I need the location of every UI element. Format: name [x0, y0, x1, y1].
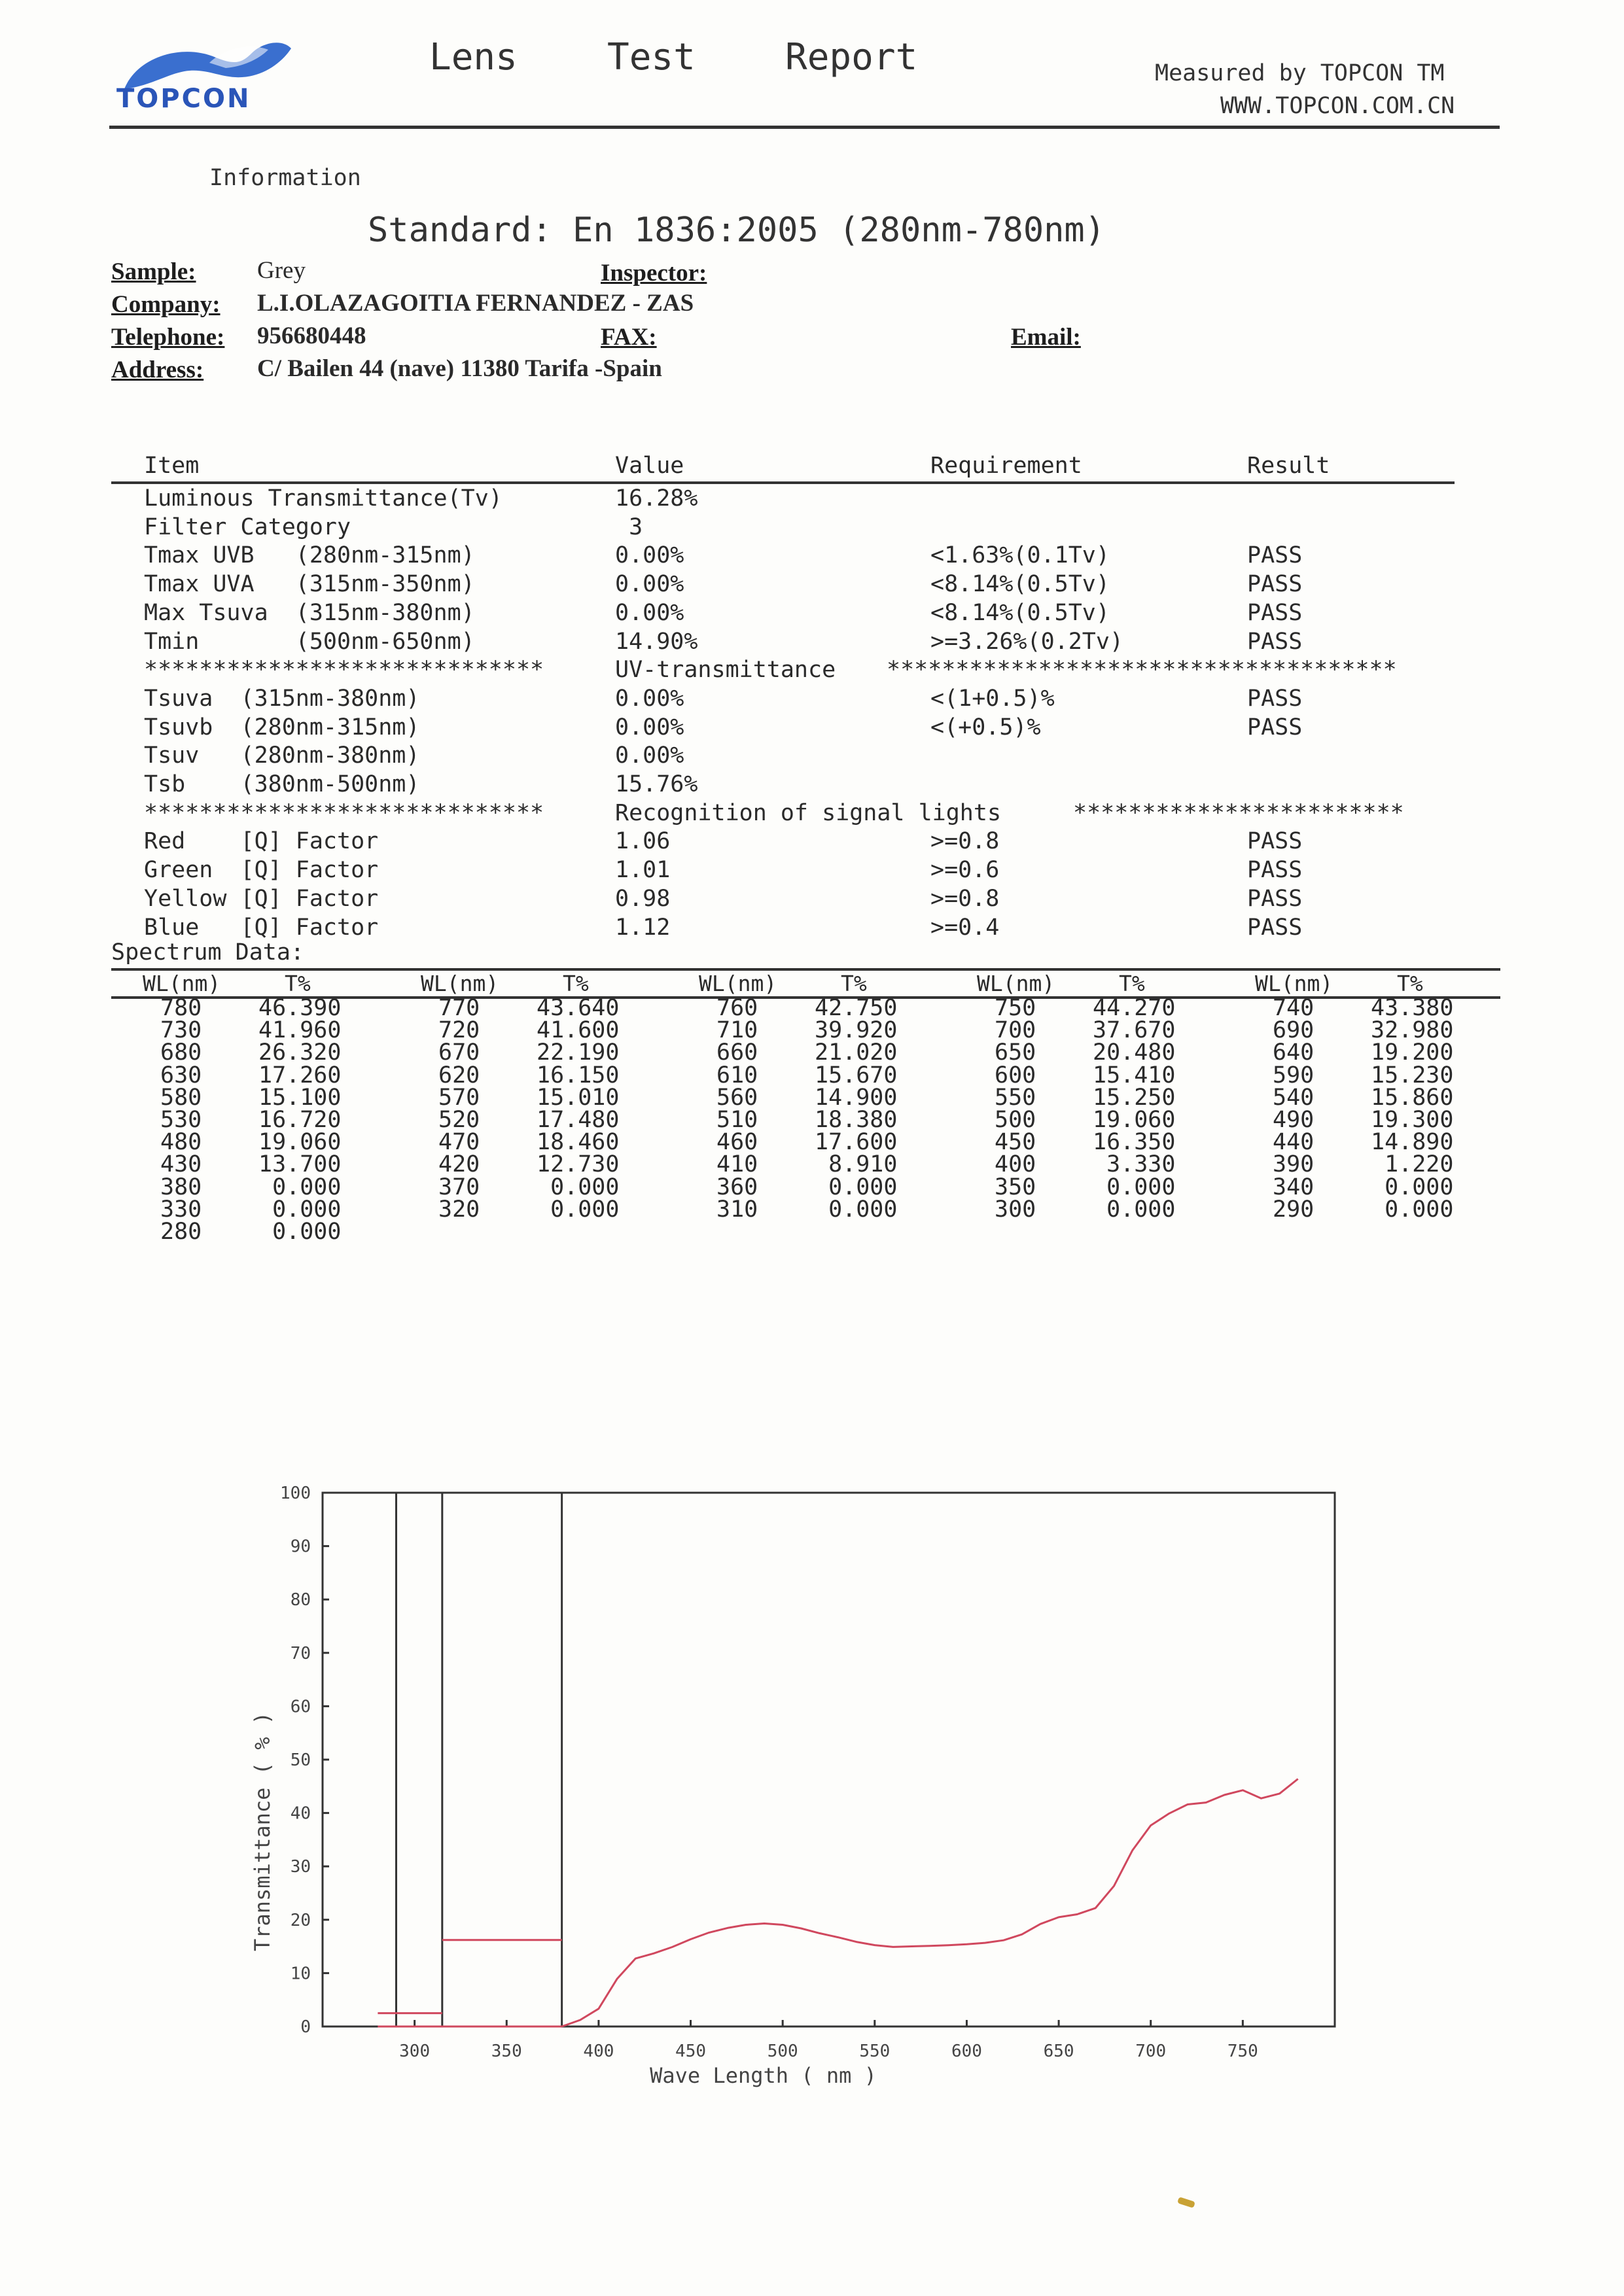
spectrum-wl-cell: 290	[1273, 1196, 1315, 1223]
spectrum-t-cell: 0.000	[1371, 1174, 1454, 1200]
spectrum-t-cell: 0.000	[815, 1174, 898, 1200]
result-status: PASS	[1247, 914, 1303, 941]
spectrum-wl-cell: 440	[1273, 1129, 1315, 1156]
spectrum-t-cell: 17.260	[258, 1062, 342, 1088]
spectrum-t-cell: 8.910	[815, 1151, 898, 1178]
spectrum-wl-cell: 390	[1273, 1151, 1315, 1178]
y-tick-label: 80	[290, 1590, 311, 1610]
x-tick-label: 600	[951, 2042, 982, 2061]
result-status: PASS	[1247, 542, 1303, 568]
y-tick-label: 10	[290, 1964, 311, 1984]
spectrum-t-cell: 19.200	[1371, 1039, 1454, 1066]
spectrum-wl-cell: 350	[995, 1174, 1036, 1200]
spectrum-wl-cell: 560	[716, 1084, 758, 1111]
spectrum-wl-cell: 380	[160, 1174, 202, 1200]
spectrum-wl-cell: 530	[160, 1107, 202, 1133]
x-tick-label: 650	[1043, 2042, 1074, 2061]
result-status: PASS	[1247, 886, 1303, 912]
result-requirement: ************************	[1073, 800, 1404, 826]
spectrum-wl-cell: 670	[438, 1039, 480, 1066]
spectrum-t-cell: 16.350	[1093, 1129, 1176, 1156]
result-item: Tmax UVA (315nm-350nm)	[144, 571, 475, 597]
result-status: PASS	[1247, 828, 1303, 854]
spectrum-wl-cell: 330	[160, 1196, 202, 1223]
x-tick-label: 350	[491, 2042, 522, 2061]
result-value: 15.76%	[615, 771, 698, 797]
y-tick-label: 0	[300, 2017, 311, 2037]
result-item: Tsuvb (280nm-315nm)	[144, 714, 420, 740]
spectrum-wl-cell: 590	[1273, 1062, 1315, 1088]
spectrum-t-cell: 12.730	[537, 1151, 620, 1178]
spectrum-t-cell: 18.460	[537, 1129, 620, 1156]
spectrum-t-cell: 46.390	[258, 995, 342, 1021]
result-requirement: >=0.6	[930, 857, 1000, 883]
spectrum-t-cell: 0.000	[258, 1174, 342, 1200]
spectrum-t-cell: 0.000	[537, 1196, 620, 1223]
website: WWW.TOPCON.COM.CN	[1220, 93, 1455, 119]
result-status: PASS	[1247, 714, 1303, 740]
telephone-value: 956680448	[257, 322, 366, 349]
spectrum-t-cell: 0.000	[1371, 1196, 1454, 1223]
spectrum-t-cell: 17.600	[815, 1129, 898, 1156]
spectrum-wl-cell: 420	[438, 1151, 480, 1178]
spectrum-wl-cell: 690	[1273, 1017, 1315, 1044]
spectrum-t-cell: 15.010	[537, 1084, 620, 1111]
spectrum-t-cell: 15.250	[1093, 1084, 1176, 1111]
spectrum-wl-cell: 740	[1273, 995, 1315, 1021]
information-heading: Information	[209, 165, 361, 191]
spectrum-t-cell: 19.060	[1093, 1107, 1176, 1133]
result-value: 0.00%	[615, 542, 684, 568]
spectrum-col-wl-header: WL(nm)	[699, 971, 777, 996]
result-item: Tmin (500nm-650nm)	[144, 629, 475, 655]
spectrum-wl-cell: 680	[160, 1039, 202, 1066]
spectrum-t-cell: 44.270	[1093, 995, 1176, 1021]
spectrum-t-cell: 15.860	[1371, 1084, 1454, 1111]
spectrum-t-cell: 15.230	[1371, 1062, 1454, 1088]
spectrum-t-cell: 15.670	[815, 1062, 898, 1088]
company-value: L.I.OLAZAGOITIA FERNANDEZ - ZAS	[257, 290, 694, 317]
spectrum-title: Spectrum Data:	[111, 939, 305, 965]
email-label: Email:	[1011, 324, 1081, 351]
spectrum-t-cell: 19.300	[1371, 1107, 1454, 1133]
col-header-item: Item	[144, 453, 200, 479]
result-item: Max Tsuva (315nm-380nm)	[144, 600, 475, 626]
report-title-word-2: Test	[607, 36, 696, 78]
spectrum-t-cell: 16.720	[258, 1107, 342, 1133]
result-status: PASS	[1247, 686, 1303, 712]
spectrum-t-cell: 21.020	[815, 1039, 898, 1066]
spectrum-col-wl-header: WL(nm)	[143, 971, 221, 996]
spectrum-wl-cell: 540	[1273, 1084, 1315, 1111]
spectrum-wl-cell: 610	[716, 1062, 758, 1088]
result-requirement: <8.14%(0.5Tv)	[930, 571, 1110, 597]
result-item: Tsuv (280nm-380nm)	[144, 742, 420, 769]
spectrum-t-cell: 41.600	[537, 1017, 620, 1044]
spectrum-col-wl-header: WL(nm)	[977, 971, 1055, 996]
spectrum-col-t-header: T%	[1119, 971, 1145, 996]
company-label: Company:	[111, 291, 221, 318]
y-tick-label: 60	[290, 1697, 311, 1717]
result-value: UV-transmittance	[615, 657, 836, 683]
spectrum-col-t-header: T%	[1397, 971, 1423, 996]
result-status: PASS	[1247, 629, 1303, 655]
spectrum-wl-cell: 780	[160, 995, 202, 1021]
spectrum-col-t-header: T%	[285, 971, 311, 996]
spectrum-t-cell: 42.750	[815, 995, 898, 1021]
x-tick-label: 700	[1135, 2042, 1167, 2061]
measured-by: Measured by TOPCON TM	[1155, 60, 1445, 86]
spectrum-t-cell: 0.000	[1093, 1196, 1176, 1223]
result-item: Tmax UVB (280nm-315nm)	[144, 542, 475, 568]
spectrum-wl-cell: 430	[160, 1151, 202, 1178]
result-value: 1.01	[615, 857, 671, 883]
spectrum-wl-cell: 520	[438, 1107, 480, 1133]
y-tick-label: 30	[290, 1857, 311, 1877]
spectrum-t-cell: 26.320	[258, 1039, 342, 1066]
spectrum-t-cell: 19.060	[258, 1129, 342, 1156]
result-item: Tsb (380nm-500nm)	[144, 771, 420, 797]
spectrum-wl-cell: 410	[716, 1151, 758, 1178]
spectrum-t-cell: 1.220	[1371, 1151, 1454, 1178]
spectrum-t-cell: 37.670	[1093, 1017, 1176, 1044]
spectrum-t-cell: 43.640	[537, 995, 620, 1021]
report-title-word-1: Lens	[429, 36, 518, 78]
spectrum-t-cell: 15.410	[1093, 1062, 1176, 1088]
spectrum-wl-cell: 650	[995, 1039, 1036, 1066]
spectrum-t-cell: 15.100	[258, 1084, 342, 1111]
spectrum-wl-cell: 370	[438, 1174, 480, 1200]
spectrum-wl-cell: 620	[438, 1062, 480, 1088]
address-label: Address:	[111, 357, 204, 383]
result-value: 0.00%	[615, 600, 684, 626]
y-tick-label: 90	[290, 1537, 311, 1557]
result-requirement: >=0.8	[930, 886, 1000, 912]
x-tick-label: 750	[1227, 2042, 1258, 2061]
x-tick-label: 500	[767, 2042, 798, 2061]
spectrum-wl-cell: 750	[995, 995, 1036, 1021]
result-requirement: >=0.8	[930, 828, 1000, 854]
spectrum-wl-cell: 300	[995, 1196, 1036, 1223]
spectrum-t-cell: 32.980	[1371, 1017, 1454, 1044]
fax-label: FAX:	[601, 324, 657, 351]
result-value: 3	[615, 514, 643, 540]
x-tick-label: 450	[675, 2042, 707, 2061]
spectrum-wl-cell: 310	[716, 1196, 758, 1223]
y-tick-label: 40	[290, 1803, 311, 1824]
result-value: 16.28%	[615, 485, 698, 512]
result-requirement: *************************************	[887, 657, 1397, 683]
result-item: Yellow [Q] Factor	[144, 886, 379, 912]
spectrum-col-wl-header: WL(nm)	[1255, 971, 1333, 996]
result-status: PASS	[1247, 600, 1303, 626]
spectrum-t-cell: 0.000	[258, 1196, 342, 1223]
spectrum-wl-cell: 490	[1273, 1107, 1315, 1133]
spectrum-wl-cell: 360	[716, 1174, 758, 1200]
spectrum-col-wl-header: WL(nm)	[421, 971, 499, 996]
result-requirement: <(1+0.5)%	[930, 686, 1055, 712]
y-tick-label: 20	[290, 1910, 311, 1930]
result-status: PASS	[1247, 571, 1303, 597]
report-title-word-3: Report	[785, 36, 918, 78]
spectrum-wl-cell: 280	[160, 1219, 202, 1245]
result-value: Recognition of signal lights	[615, 800, 1002, 826]
result-item: Luminous Transmittance(Tv)	[144, 485, 503, 512]
spectrum-t-cell: 20.480	[1093, 1039, 1176, 1066]
result-value: 0.98	[615, 886, 671, 912]
spectrum-wl-cell: 400	[995, 1151, 1036, 1178]
spectrum-t-cell: 14.900	[815, 1084, 898, 1111]
spectrum-col-t-header: T%	[841, 971, 867, 996]
result-item: Blue [Q] Factor	[144, 914, 379, 941]
x-axis-label: Wave Length ( nm )	[650, 2063, 877, 2088]
spectrum-wl-cell: 470	[438, 1129, 480, 1156]
result-item: Green [Q] Factor	[144, 857, 379, 883]
y-tick-label: 50	[290, 1750, 311, 1770]
spectrum-t-cell: 17.480	[537, 1107, 620, 1133]
transmittance-curve	[562, 1779, 1298, 2027]
spectrum-wl-cell: 640	[1273, 1039, 1315, 1066]
address-value: C/ Bailen 44 (nave) 11380 Tarifa -Spain	[257, 355, 662, 382]
standard-title: Standard: En 1836:2005 (280nm-780nm)	[368, 211, 1106, 250]
spectrum-t-cell: 41.960	[258, 1017, 342, 1044]
result-value: 14.90%	[615, 629, 698, 655]
result-value: 0.00%	[615, 686, 684, 712]
col-header-result: Result	[1247, 453, 1330, 479]
brand-name: TOPCON	[116, 84, 251, 114]
sample-value: Grey	[257, 257, 306, 284]
spectrum-wl-cell: 450	[995, 1129, 1036, 1156]
result-item: Red [Q] Factor	[144, 828, 379, 854]
spectrum-wl-cell: 660	[716, 1039, 758, 1066]
spectrum-t-cell: 0.000	[1093, 1174, 1176, 1200]
result-item: *****************************	[144, 657, 544, 683]
spectrum-wl-cell: 600	[995, 1062, 1036, 1088]
x-tick-label: 400	[583, 2042, 614, 2061]
spectrum-wl-cell: 500	[995, 1107, 1036, 1133]
result-value: 1.06	[615, 828, 671, 854]
result-value: 0.00%	[615, 714, 684, 740]
spectrum-wl-cell: 720	[438, 1017, 480, 1044]
spectrum-wl-cell: 710	[716, 1017, 758, 1044]
spectrum-t-cell: 0.000	[815, 1196, 898, 1223]
y-tick-label: 70	[290, 1643, 311, 1663]
spectrum-t-cell: 18.380	[815, 1107, 898, 1133]
sample-label: Sample:	[111, 258, 196, 285]
plot-frame	[323, 1493, 1335, 2026]
spectrum-t-cell: 14.890	[1371, 1129, 1454, 1156]
spectrum-wl-cell: 570	[438, 1084, 480, 1111]
spectrum-t-cell: 3.330	[1093, 1151, 1176, 1178]
result-item: *****************************	[144, 800, 544, 826]
spectrum-wl-cell: 340	[1273, 1174, 1315, 1200]
col-header-requirement: Requirement	[930, 453, 1082, 479]
spectrum-wl-cell: 580	[160, 1084, 202, 1111]
spectrum-wl-cell: 730	[160, 1017, 202, 1044]
spectrum-wl-cell: 770	[438, 995, 480, 1021]
spectrum-wl-cell: 630	[160, 1062, 202, 1088]
result-value: 0.00%	[615, 742, 684, 769]
spectrum-wl-cell: 510	[716, 1107, 758, 1133]
y-axis-label: Transmittance ( % )	[250, 1711, 275, 1952]
telephone-label: Telephone:	[111, 324, 225, 351]
spectrum-t-cell: 39.920	[815, 1017, 898, 1044]
col-header-value: Value	[615, 453, 684, 479]
spectrum-wl-cell: 320	[438, 1196, 480, 1223]
spectrum-wl-cell: 460	[716, 1129, 758, 1156]
spectrum-t-cell: 22.190	[537, 1039, 620, 1066]
spectrum-wl-cell: 700	[995, 1017, 1036, 1044]
result-value: 1.12	[615, 914, 671, 941]
result-requirement: >=0.4	[930, 914, 1000, 941]
result-status: PASS	[1247, 857, 1303, 883]
spectrum-t-cell: 16.150	[537, 1062, 620, 1088]
spectrum-wl-cell: 480	[160, 1129, 202, 1156]
result-item: Filter Category	[144, 514, 351, 540]
x-tick-label: 550	[859, 2042, 891, 2061]
result-item: Tsuva (315nm-380nm)	[144, 686, 420, 712]
result-requirement: <8.14%(0.5Tv)	[930, 600, 1110, 626]
inspector-label: Inspector:	[601, 260, 707, 287]
result-requirement: <1.63%(0.1Tv)	[930, 542, 1110, 568]
spectrum-t-cell: 13.700	[258, 1151, 342, 1178]
y-tick-label: 100	[280, 1484, 311, 1503]
x-tick-label: 300	[399, 2042, 431, 2061]
spectrum-t-cell: 0.000	[537, 1174, 620, 1200]
spectrum-t-cell: 0.000	[258, 1219, 342, 1245]
spectrum-wl-cell: 550	[995, 1084, 1036, 1111]
result-requirement: <(+0.5)%	[930, 714, 1041, 740]
spectrum-t-cell: 43.380	[1371, 995, 1454, 1021]
spectrum-col-t-header: T%	[563, 971, 589, 996]
spectrum-wl-cell: 760	[716, 995, 758, 1021]
result-requirement: >=3.26%(0.2Tv)	[930, 629, 1124, 655]
result-value: 0.00%	[615, 571, 684, 597]
